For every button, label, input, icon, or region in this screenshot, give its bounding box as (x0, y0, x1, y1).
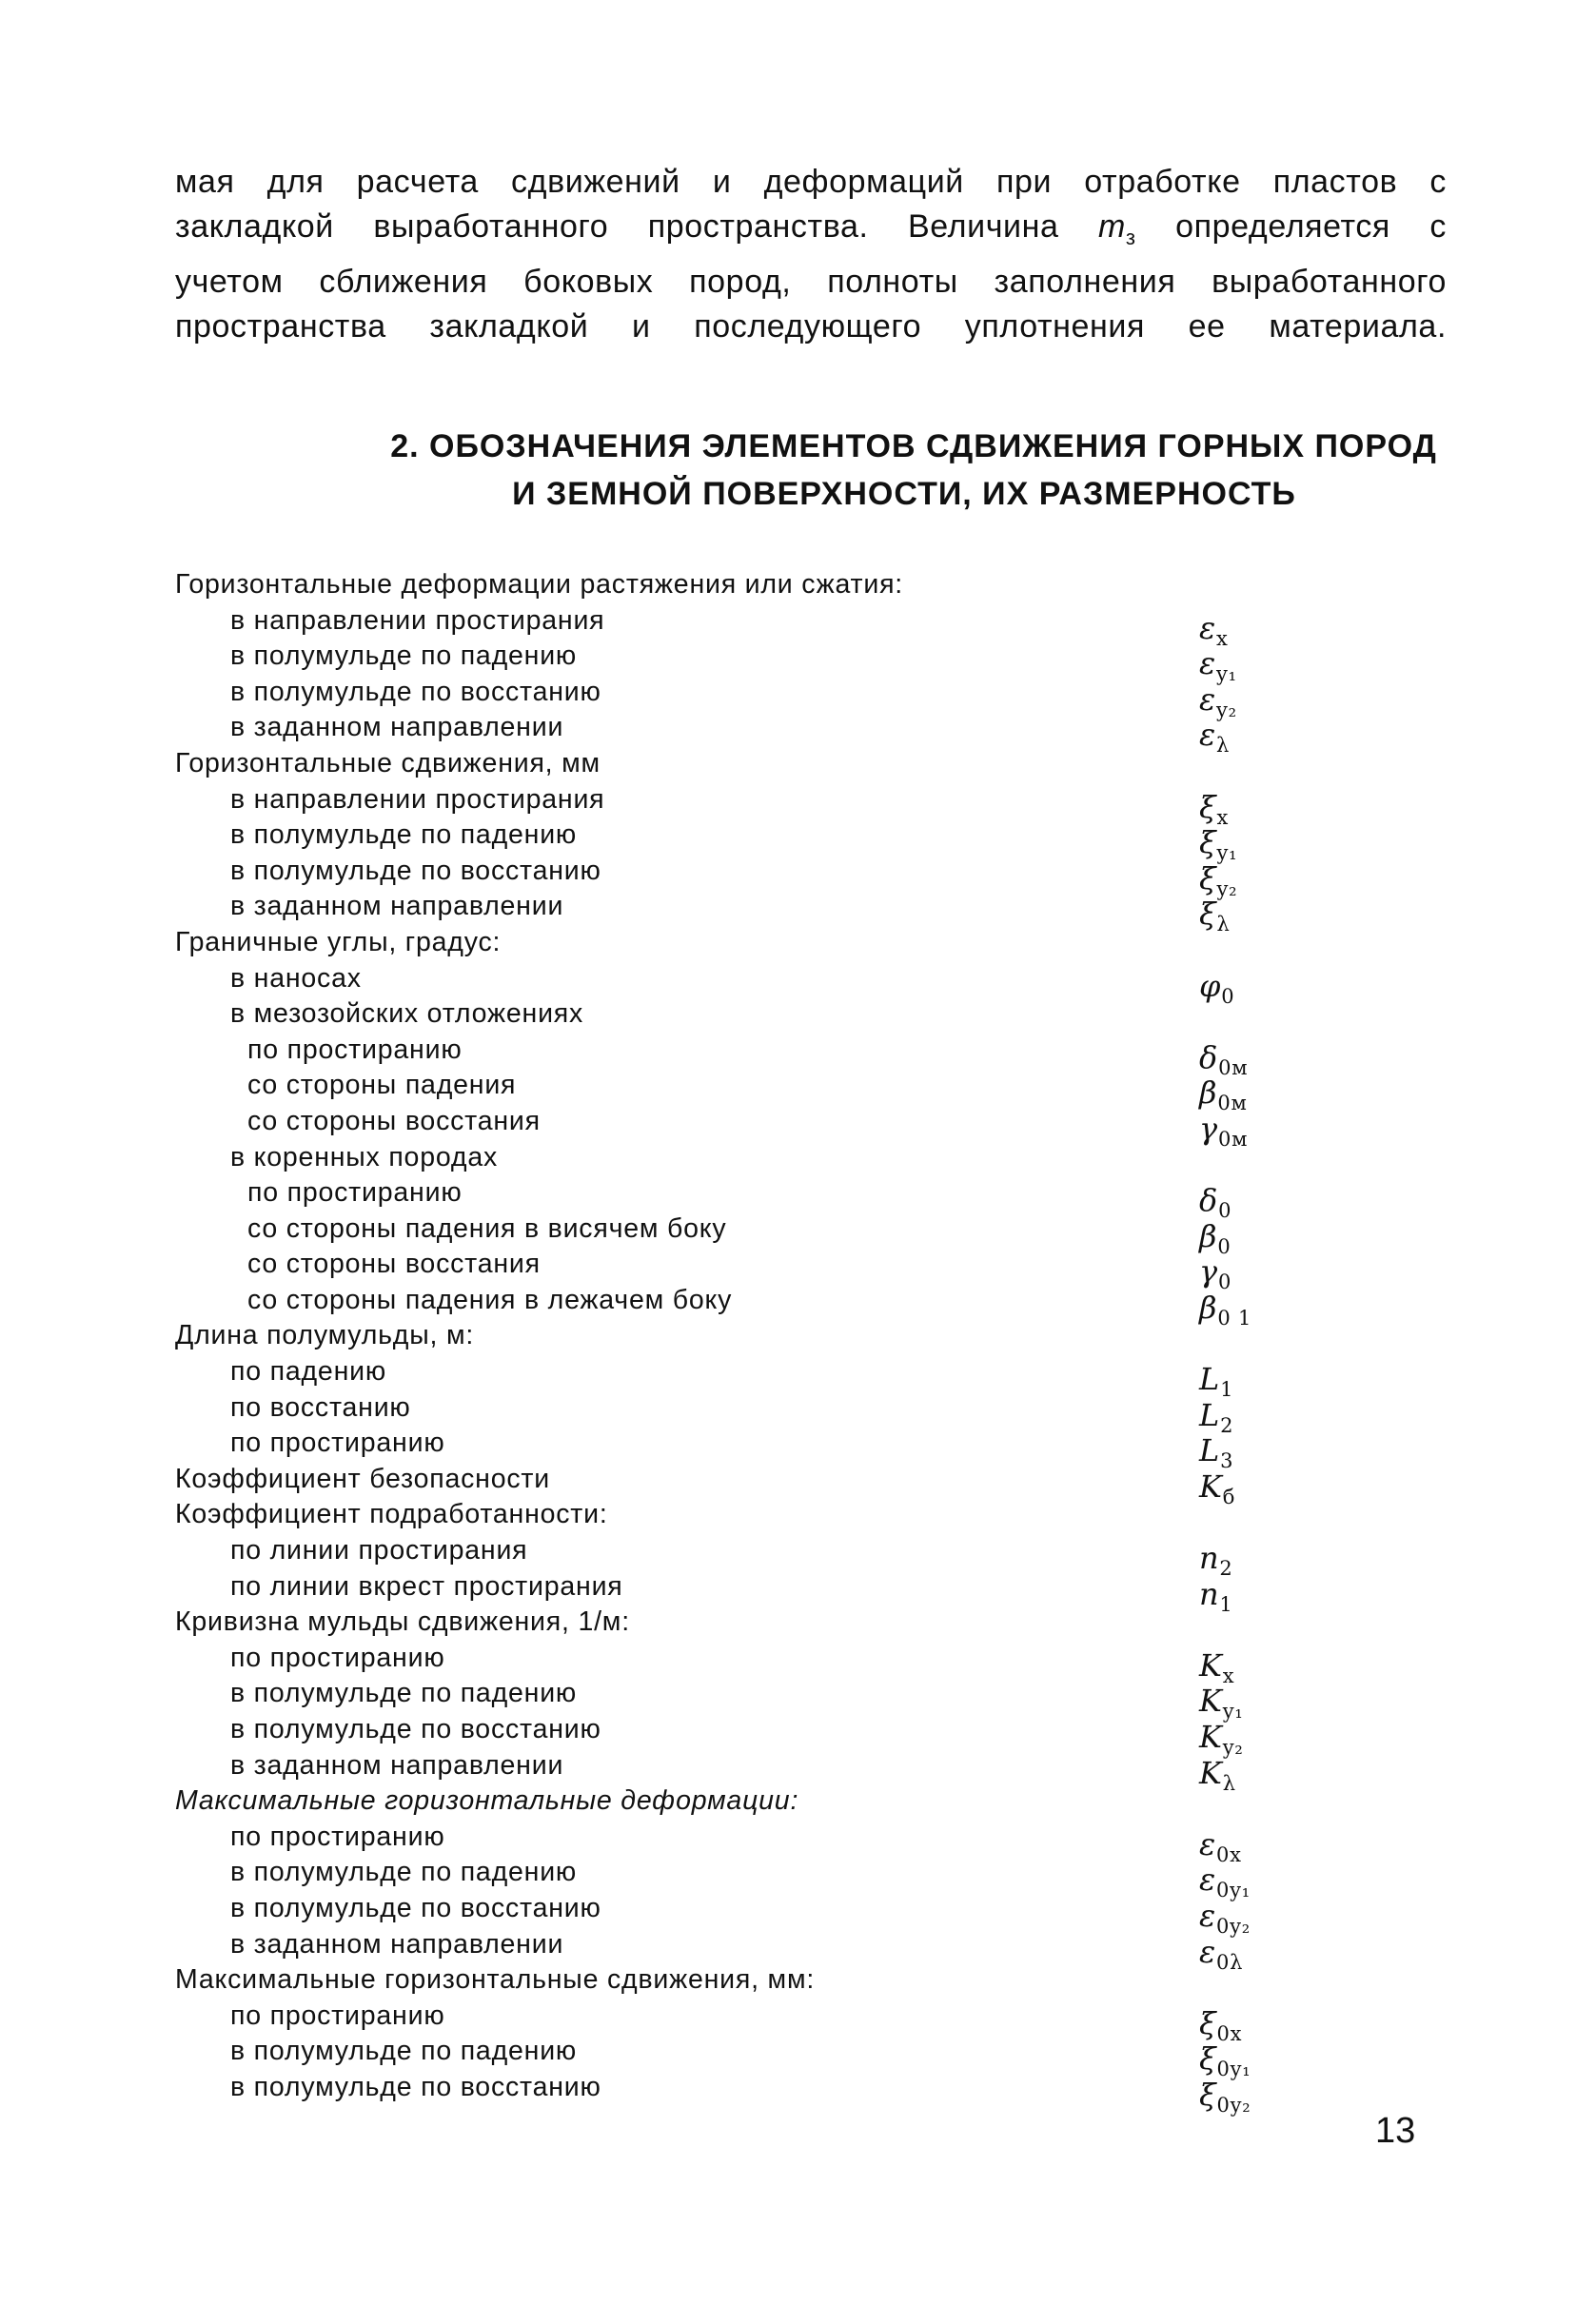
notation-row (175, 2070, 1469, 2117)
notation-row (175, 1676, 1469, 1724)
notation-label: по простиранию (230, 1821, 445, 1852)
symbol-base: n (1199, 1575, 1220, 1612)
intro-paragraph (175, 160, 1447, 349)
notation-label: по линии вкрест простирания (230, 1570, 623, 1602)
notation-row (175, 567, 1469, 603)
notation-row (175, 1140, 1469, 1176)
symbol-subscript: 0 (1217, 1271, 1232, 1294)
symbol-subscript: y₁ (1222, 1700, 1244, 1724)
page-number: 13 (1375, 2111, 1416, 2151)
symbol-subscript: 1 (1219, 1592, 1233, 1616)
notation-row (175, 1712, 1469, 1759)
notation-label: Коэффициент безопасности (175, 1463, 550, 1494)
notation-label: в коренных породах (230, 1141, 499, 1172)
notation-row (175, 1533, 1469, 1581)
notation-label: в полумульде по падению (230, 640, 578, 672)
symbol-subscript: 2 (1219, 1557, 1233, 1581)
symbol-base: K (1199, 1646, 1223, 1684)
notation-row (175, 1212, 1469, 1258)
symbol-subscript: 0λ (1215, 1950, 1244, 1974)
notation-row (175, 818, 1469, 865)
notation-label: Длина полумульды, м: (175, 1320, 475, 1351)
notation-label: в полумульде по восстанию (230, 2071, 601, 2102)
notation-label: в полумульде по падению (230, 2036, 578, 2067)
symbol-subscript: y₁ (1216, 841, 1238, 865)
notation-row (175, 1318, 1469, 1354)
symbol-base: β (1199, 1289, 1218, 1326)
symbol-subscript: 0y₁ (1216, 2058, 1251, 2081)
notation-label: по падению (230, 1356, 386, 1388)
notation-row (175, 1641, 1469, 1687)
intro-line-2-text: закладкой выработанного пространства. Величина (175, 208, 1059, 245)
notation-row (175, 1855, 1469, 1902)
notation-row (175, 1891, 1469, 1938)
m3-symbol: $m_з$ (1097, 208, 1136, 249)
symbol-base: ε (1199, 645, 1216, 682)
notation-row (175, 1068, 1469, 1115)
symbol-base: ε (1199, 1933, 1216, 1970)
symbol-base: ε (1199, 609, 1216, 646)
symbol-base: K (1199, 1683, 1223, 1720)
intro-line-2-tail: определяется с (1175, 208, 1448, 245)
symbol-base: ε (1199, 680, 1216, 718)
symbol-base: γ (1199, 1253, 1218, 1290)
notation-row (175, 996, 1469, 1033)
notation-row (175, 1104, 1469, 1151)
notation-label: в полумульде по восстанию (230, 1892, 601, 1923)
notation-label: Граничные углы, градус: (175, 926, 502, 957)
symbol-base: ξ (1199, 2004, 1217, 2041)
notation-row (175, 639, 1469, 686)
heading-line-1: 2. ОБОЗНАЧЕНИЯ ЭЛЕМЕНТОВ СДВИЖЕНИЯ ГОРНЫХ ПОРОД (390, 428, 1437, 464)
notation-label: со стороны восстания (247, 1105, 541, 1136)
notation-label: по простиранию (247, 1177, 463, 1209)
notation-row (175, 603, 1469, 650)
symbol-subscript: 1 (1220, 1378, 1234, 1402)
notation-label: в полумульде по восстанию (230, 676, 601, 707)
notation-label: Кривизна мульды сдвижения, 1/м: (175, 1606, 630, 1638)
notation-row (175, 2034, 1469, 2081)
symbol-subscript: 3 (1220, 1449, 1234, 1473)
symbol-base: n (1199, 1540, 1220, 1577)
notation-row (175, 1783, 1469, 1820)
symbol-subscript: 0 1 (1217, 1306, 1252, 1330)
symbol-base: K (1199, 1719, 1223, 1755)
intro-line-2 (175, 205, 1447, 260)
notation-label: Максимальные горизонтальные деформации: (175, 1785, 799, 1817)
symbol-base: ε (1199, 1825, 1216, 1862)
symbol-subscript: y₁ (1215, 662, 1237, 686)
notation-row (175, 710, 1469, 758)
symbol-base: β (1199, 1217, 1218, 1254)
notation-label: Горизонтальные сдвижения, мм (175, 747, 601, 778)
notation-row (175, 961, 1469, 1008)
symbol-base: ξ (1199, 2040, 1217, 2078)
symbol-base: K (1199, 1468, 1223, 1505)
notation-row (175, 889, 1469, 936)
notation-row (175, 925, 1469, 961)
symbol-subscript: 0y₂ (1216, 2093, 1251, 2117)
symbol-base: γ (1199, 1110, 1218, 1147)
symbol-base: δ (1199, 1182, 1219, 1219)
symbol-subscript: 0 (1221, 984, 1235, 1008)
notation-label: в заданном направлении (230, 1928, 564, 1960)
symbol-subscript: λ (1222, 1771, 1236, 1795)
symbol-subscript: y₂ (1215, 698, 1237, 721)
symbol-subscript: λ (1215, 734, 1231, 758)
notation-row (175, 782, 1469, 829)
notation-row (175, 1820, 1469, 1866)
symbol-subscript: x (1215, 626, 1229, 650)
symbol-base: L (1199, 1396, 1221, 1433)
symbol-subscript: 0 (1217, 1234, 1231, 1258)
notation-label: по линии простирания (230, 1535, 528, 1566)
symbol-subscript: 0м (1218, 1055, 1249, 1079)
notation-label: в направлении простирания (230, 783, 605, 815)
notation-label: Коэффициент подработанности: (175, 1499, 608, 1530)
notation-label: в мезозойских отложениях (230, 998, 584, 1030)
notation-label: Максимальные горизонтальные сдвижения, мм: (175, 1964, 816, 1996)
symbol-base: ε (1199, 1897, 1216, 1934)
notation-row (175, 1569, 1469, 1616)
notation-row (175, 1962, 1469, 1999)
notation-label: в заданном направлении (230, 891, 564, 922)
notation-row (175, 1175, 1469, 1223)
notation-row (175, 1462, 1469, 1508)
notation-symbol (1199, 2078, 1251, 2124)
symbol-subscript: 0 (1218, 1199, 1232, 1223)
notation-row (175, 1748, 1469, 1795)
notation-label: в полумульде по падению (230, 1857, 578, 1888)
symbol-subscript: y₂ (1216, 877, 1238, 900)
notation-label: со стороны падения (247, 1070, 517, 1101)
notation-label: по простиранию (230, 2000, 445, 2031)
heading-line-2: И ЗЕМНОЙ ПОВЕРХНОСТИ, ИХ РАЗМЕРНОСТЬ (512, 476, 1296, 512)
notation-row (175, 1497, 1469, 1533)
symbol-base: ε (1199, 717, 1216, 754)
symbol-subscript: 0м (1217, 1092, 1248, 1115)
symbol-base: ε (1199, 1862, 1216, 1899)
notation-row (175, 1390, 1469, 1437)
symbol-subscript: y₂ (1222, 1736, 1244, 1759)
notation-row (175, 1999, 1469, 2045)
notation-row (175, 1033, 1469, 1079)
symbol-base: ξ (1199, 859, 1217, 896)
notation-label: по восстанию (230, 1391, 411, 1423)
notation-label: в наносах (230, 962, 362, 994)
symbol-subscript: x (1216, 805, 1230, 829)
symbol-base: ξ (1199, 824, 1217, 861)
intro-line-4: пространства закладкой и последующего уплотнения ее материала. (175, 308, 1447, 345)
symbol-subscript: 0x (1216, 2021, 1243, 2045)
notation-label: в полумульде по падению (230, 819, 578, 851)
notation-label: в направлении простирания (230, 604, 605, 636)
notation-row (175, 1354, 1469, 1402)
section-heading (362, 423, 1447, 518)
notation-label: в заданном направлении (230, 1749, 564, 1781)
notation-label: в полумульде по восстанию (230, 855, 601, 886)
notation-label: в полумульде по падению (230, 1678, 578, 1709)
symbol-base: ξ (1199, 896, 1217, 933)
symbol-subscript: 0y₂ (1215, 1914, 1251, 1938)
notation-row (175, 675, 1469, 721)
symbol-base: L (1199, 1361, 1221, 1398)
symbol-base: δ (1199, 1038, 1219, 1075)
symbol-base: β (1199, 1074, 1218, 1112)
symbol-subscript: λ (1216, 913, 1231, 936)
symbol-subscript: 2 (1220, 1413, 1234, 1437)
notation-label: в заданном направлении (230, 712, 564, 743)
notation-label: со стороны падения в лежачем боку (247, 1284, 733, 1315)
notation-row (175, 1426, 1469, 1473)
notation-label: со стороны падения в висячем боку (247, 1212, 727, 1244)
notation-row (175, 746, 1469, 782)
symbol-subscript: 0м (1217, 1127, 1249, 1151)
symbol-subscript: x (1222, 1664, 1235, 1687)
notation-row (175, 1247, 1469, 1294)
notation-row (175, 1283, 1469, 1330)
notation-row (175, 1927, 1469, 1974)
notation-row (175, 1605, 1469, 1641)
intro-line-3: учетом сближения боковых пород, полноты заполнения выработанного (175, 264, 1447, 300)
notation-label: Горизонтальные деформации растяжения или сжатия: (175, 569, 904, 600)
notation-label: со стороны восстания (247, 1249, 541, 1280)
symbol-subscript: 0y₁ (1215, 1879, 1251, 1902)
symbol-base: K (1199, 1754, 1223, 1791)
symbol-base: ξ (1199, 788, 1217, 825)
symbol-base: φ (1199, 967, 1222, 1004)
symbol-subscript: б (1222, 1485, 1236, 1508)
notation-row (175, 854, 1469, 900)
intro-line-1: мая для расчета сдвижений и деформаций при отработке пластов с (175, 164, 1447, 200)
notation-label: по простиранию (230, 1428, 445, 1459)
notation-label: по простиранию (230, 1642, 445, 1673)
symbol-subscript: 0x (1215, 1842, 1242, 1866)
notation-label: в полумульде по восстанию (230, 1714, 601, 1744)
symbol-base: ξ (1199, 2076, 1217, 2113)
symbol-base: L (1199, 1432, 1221, 1469)
notation-label: по простиранию (247, 1034, 463, 1065)
notation-list (175, 567, 1469, 2117)
